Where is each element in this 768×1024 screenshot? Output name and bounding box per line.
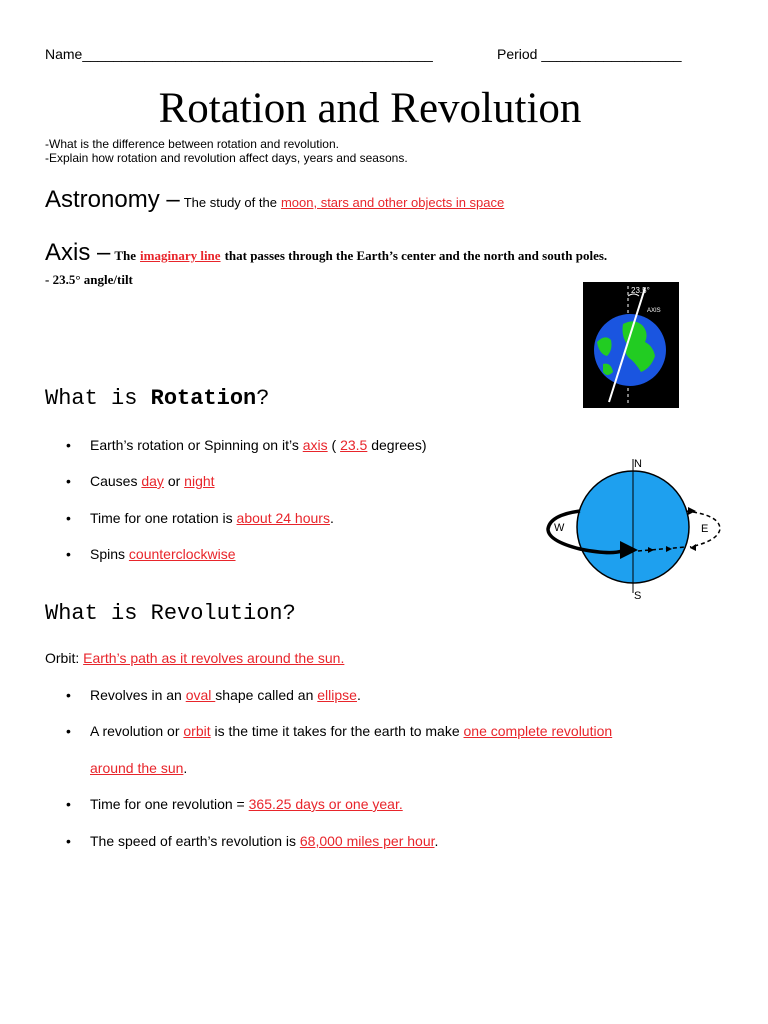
rotation-item-4: Spins counterclockwise: [90, 546, 236, 562]
rotation-item-2: Causes day or night: [90, 473, 215, 489]
name-label: Name: [45, 46, 83, 62]
revolution-heading: What is Revolution?: [45, 601, 296, 626]
name-blank[interactable]: _____________________________________________: [82, 46, 433, 62]
axis-note: - 23.5° angle/tilt: [45, 272, 133, 287]
bullet: •: [66, 687, 71, 703]
south-label: S: [634, 590, 642, 600]
axis-definition: [45, 239, 607, 267]
bullet: •: [66, 510, 71, 526]
bullet: •: [66, 796, 71, 812]
revolution-item-1: Revolves in an oval shape called an ellipse.: [90, 687, 361, 703]
north-label: N: [634, 458, 642, 470]
revolution-item-4: The speed of earth’s revolution is 68,000 miles per hour.: [90, 833, 439, 849]
tilt-degree-label: 23.5°: [631, 286, 650, 295]
rotation-item-3: Time for one rotation is about 24 hours.: [90, 510, 334, 526]
rotation-heading-bold: Rotation: [150, 386, 257, 411]
bullet: •: [66, 437, 71, 453]
axis-lead: The: [114, 248, 137, 263]
name-line[interactable]: [45, 46, 433, 62]
rotation-diagram-svg: [540, 455, 730, 600]
revolution-item-2-cont: around the sun.: [90, 760, 188, 776]
axis-answer: imaginary line: [140, 248, 221, 263]
page-title: Rotation and Revolution: [158, 85, 582, 132]
axis-label: AXIS: [647, 308, 661, 314]
earth-tilt-image: [583, 282, 679, 408]
orbit-label: Orbit:: [45, 650, 84, 666]
rotation-heading-post: ?: [256, 386, 270, 411]
axis-rest: that passes through the Earth’s center and the north and south poles.: [224, 248, 608, 263]
astronomy-answer: moon, stars and other objects in space: [280, 195, 505, 210]
earth-tilt-svg: [583, 282, 679, 408]
west-label: W: [554, 522, 565, 534]
bullet: •: [66, 723, 71, 739]
question-1: -What is the difference between rotation and revolution.: [45, 137, 339, 151]
rotation-item-1: Earth’s rotation or Spinning on it’s axis ( 23.5 degrees): [90, 437, 427, 453]
period-label: Period: [497, 46, 538, 62]
rotation-diagram: [540, 455, 730, 600]
period-blank[interactable]: __________________: [541, 46, 682, 62]
axis-term: Axis –: [45, 239, 111, 266]
question-2: -Explain how rotation and revolution affect days, years and seasons.: [45, 151, 408, 165]
rotation-heading-pre: What is: [45, 386, 151, 411]
revolution-item-3: Time for one revolution = 365.25 days or one year.: [90, 796, 403, 812]
astronomy-term: Astronomy –: [45, 186, 180, 213]
rotation-heading: [45, 386, 269, 411]
east-label: E: [701, 523, 709, 535]
bullet: •: [66, 546, 71, 562]
astronomy-definition: [45, 186, 504, 214]
bullet: •: [66, 833, 71, 849]
period-line[interactable]: [497, 46, 682, 62]
revolution-item-2: A revolution or orbit is the time it takes for the earth to make one complete revolution: [90, 723, 613, 739]
astronomy-lead: The study of the: [183, 195, 277, 210]
bullet: •: [66, 473, 71, 489]
orbit-answer: Earth’s path as it revolves around the sun.: [83, 650, 345, 666]
orbit-definition: [45, 650, 344, 666]
